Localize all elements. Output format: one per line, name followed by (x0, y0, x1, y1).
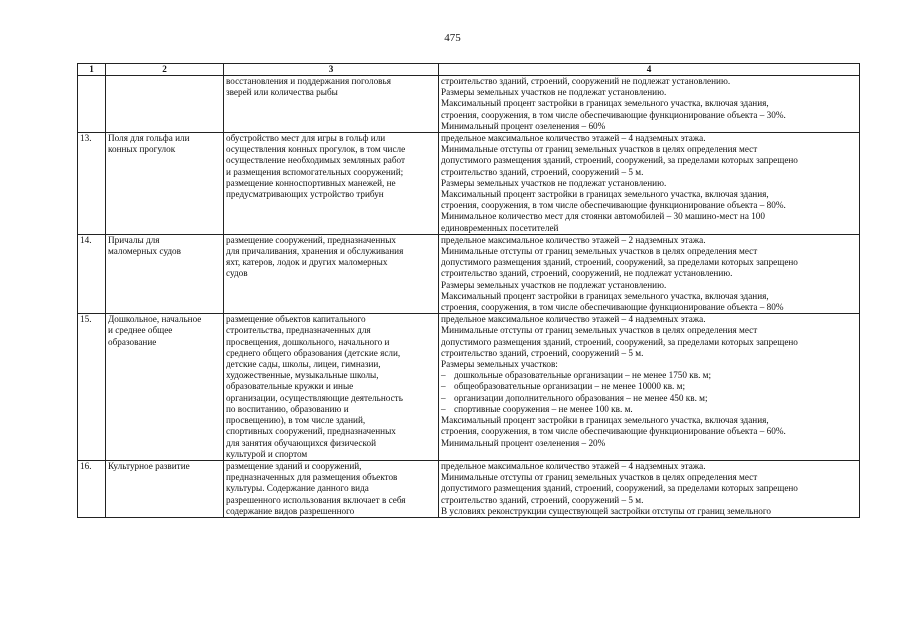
use-type-name-line: Дошкольное, начальное (108, 314, 202, 325)
use-description-line: по воспитанию, образованию и (226, 403, 349, 414)
bullet-marker: – (441, 392, 446, 403)
parameter-line: Максимальный процент застройки в границах земельного участка, включая здания, (441, 98, 769, 109)
use-type-name-cell (106, 234, 224, 313)
bullet-marker: – (441, 403, 446, 414)
use-description-line: зверей или количества рыбы (226, 87, 338, 98)
use-description-line: обустройство мест для игры в гольф или (226, 133, 386, 144)
use-description-line: просвещению), в том числе зданий, (226, 415, 366, 426)
use-description-line: для занятия обучающихся физической (226, 437, 377, 448)
use-type-name-line: конных прогулок (108, 144, 176, 155)
use-description-line: для причаливания, хранения и обслуживания (226, 246, 404, 257)
page-number: 475 (444, 32, 461, 44)
parameter-bullet-item (441, 381, 857, 392)
use-description-line: яхт, катеров, лодок и других маломерных (226, 257, 388, 268)
use-description-line: культуры. Содержание данного вида (226, 483, 369, 494)
use-type-name-cell (106, 76, 224, 133)
use-description-cell (224, 460, 439, 517)
row-number-cell (78, 234, 106, 313)
use-description-line: образовательные кружки и иные (226, 381, 354, 392)
use-type-name-line: Культурное развитие (108, 460, 190, 471)
row-number: 16. (80, 460, 92, 471)
bullet-text: организации дополнительного образования – не менее 450 кв. м; (454, 392, 708, 403)
parameter-line: строительство зданий, строений, сооружений – 5 м. (441, 166, 644, 177)
row-number-cell (78, 314, 106, 461)
parameter-line: предельное максимальное количество этажей – 2 надземных этажа. (441, 234, 706, 245)
use-type-name-line: образование (108, 336, 157, 347)
row-number: 14. (80, 234, 92, 245)
parameter-line: Минимальные отступы от границ земельных участков в целях определения мест (441, 325, 758, 336)
parameter-bullet-item (441, 370, 857, 381)
row-number-cell (78, 76, 106, 133)
use-description-line: предусматривающих устройство трибун (226, 189, 384, 200)
parameter-line: Размеры земельных участков: (441, 359, 558, 370)
column-number-3: 3 (224, 64, 439, 76)
table-row (78, 460, 860, 517)
row-number: 15. (80, 314, 92, 325)
parameter-line: допустимого размещения зданий, строений, сооружений, за пределами которых запрещено (441, 257, 798, 268)
use-type-name-cell (106, 314, 224, 461)
parameter-line: предельное максимальное количество этажей – 4 надземных этажа. (441, 133, 706, 144)
use-description-line: предназначенных для размещения объектов (226, 472, 398, 483)
use-description-line: размещение сооружений, предназначенных (226, 234, 396, 245)
use-description-line: судов (226, 268, 248, 279)
parameter-line: строительство зданий, строений, сооружений не подлежат установлению. (441, 76, 731, 86)
parameters-cell (439, 76, 860, 133)
use-description-line: размещение зданий и сооружений, (226, 460, 362, 471)
parameter-line: Размеры земельных участков не подлежат установлению. (441, 279, 667, 290)
use-type-name-line: маломерных судов (108, 246, 181, 257)
parameter-line: Максимальный процент застройки в границах земельного участка, включая здания, (441, 189, 769, 200)
parameter-line: строительство зданий, строений, сооружений – 5 м. (441, 347, 644, 358)
parameters-cell (439, 234, 860, 313)
bullet-text: общеобразовательные организации – не менее 10000 кв. м; (454, 381, 686, 392)
row-number-cell (78, 460, 106, 517)
parameters-cell (439, 133, 860, 235)
regulations-table (77, 63, 860, 518)
use-description-line: просвещения, дошкольного, начального и (226, 336, 390, 347)
use-description-line: осуществления конных прогулок, в том числе (226, 144, 406, 155)
use-description-cell (224, 234, 439, 313)
table-body (78, 76, 860, 518)
parameter-line: Размеры земельных участков не подлежат установлению. (441, 177, 667, 188)
parameter-line: строительство зданий, строений, сооружений – 5 м. (441, 494, 644, 505)
use-description-line: размещение объектов капитального (226, 314, 366, 325)
use-type-name-cell (106, 460, 224, 517)
parameter-line: единовременных посетителей (441, 222, 559, 233)
row-number: 13. (80, 133, 92, 144)
parameter-line: строения, сооружения, в том числе обеспечивающие функционирование объекта – 60%. (441, 426, 786, 437)
bullet-text: спортивные сооружения – не менее 100 кв. м. (454, 403, 633, 414)
use-description-line: размещение конноспортивных манежей, не (226, 177, 396, 188)
use-description-line: художественные, музыкальные школы, (226, 370, 379, 381)
parameter-line: Минимальное количество мест для стоянки автомобилей – 30 машино-мест на 100 (441, 211, 765, 222)
use-description-line: среднего общего образования (детские ясли, (226, 347, 401, 358)
bullet-marker: – (441, 370, 446, 381)
table-row (78, 234, 860, 313)
column-number-2: 2 (106, 64, 224, 76)
use-description-cell (224, 76, 439, 133)
parameter-line: Минимальные отступы от границ земельных участков в целях определения мест (441, 472, 758, 483)
parameter-line: допустимого размещения зданий, строений, сооружений, за пределами которых запрещено (441, 336, 798, 347)
parameter-line: Минимальный процент озеленения – 20% (441, 437, 606, 448)
use-description-line: детские сады, школы, лицеи, гимназии, (226, 359, 381, 370)
parameter-line: предельное максимальное количество этажей – 4 надземных этажа. (441, 460, 706, 471)
parameter-bullet-item (441, 393, 857, 404)
parameter-bullet-item (441, 404, 857, 415)
parameter-line: строительство зданий, строений, сооружений, не подлежат установлению. (441, 268, 733, 279)
parameter-line: строения, сооружения, в том числе обеспечивающие функционирование объекта – 80% (441, 302, 784, 313)
use-description-line: осуществление необходимых земляных работ (226, 155, 406, 166)
use-description-cell (224, 133, 439, 235)
parameter-line: допустимого размещения зданий, строений, сооружений, за пределами которых запрещено (441, 483, 798, 494)
use-description-line: организации, осуществляющие деятельность (226, 392, 403, 403)
use-description-line: содержание видов разрешенного (226, 505, 355, 516)
parameter-line: Минимальные отступы от границ земельных участков в целях определения мест (441, 246, 758, 257)
use-description-line: разрешенного использования включает в себя (226, 494, 406, 505)
table-row (78, 133, 860, 235)
parameter-line: Размеры земельных участков не подлежат установлению. (441, 87, 667, 98)
parameters-cell (439, 460, 860, 517)
use-type-name-line: Причалы для (108, 234, 160, 245)
bullet-marker: – (441, 381, 446, 392)
parameter-line: Минимальный процент озеленения – 60% (441, 120, 606, 131)
column-number-row (78, 64, 860, 76)
row-number-cell (78, 133, 106, 235)
parameter-line: строения, сооружения, в том числе обеспечивающие функционирование объекта – 30%. (441, 109, 786, 120)
parameter-line: Максимальный процент застройки в границах земельного участка, включая здания, (441, 290, 769, 301)
use-description-line: культурой и спортом (226, 448, 308, 459)
use-type-name-line: и среднее общее (108, 325, 173, 336)
use-description-line: строительства, предназначенных для (226, 325, 371, 336)
use-type-name-line: Поля для гольфа или (108, 133, 190, 144)
use-description-line: восстановления и поддержания поголовья (226, 76, 391, 86)
parameter-line: предельное максимальное количество этажей – 4 надземных этажа. (441, 314, 706, 325)
use-description-cell (224, 314, 439, 461)
parameter-line: допустимого размещения зданий, строений, сооружений, за пределами которых запрещено (441, 155, 798, 166)
use-type-name-cell (106, 133, 224, 235)
column-number-4: 4 (439, 64, 860, 76)
use-description-line: спортивных сооружений, предназначенных (226, 426, 396, 437)
parameter-line: Максимальный процент застройки в границах земельного участка, включая здания, (441, 415, 769, 426)
parameter-line: строения, сооружения, в том числе обеспечивающие функционирование объекта – 80%. (441, 200, 786, 211)
column-number-1: 1 (78, 64, 106, 76)
bullet-text: дошкольные образовательные организации – не менее 1750 кв. м; (454, 370, 712, 381)
table-row (78, 314, 860, 461)
use-description-line: и размещения вспомогательных сооружений; (226, 166, 404, 177)
parameters-cell (439, 314, 860, 461)
parameter-line: В условиях реконструкции существующей застройки отступы от границ земельного (441, 505, 772, 516)
table-row (78, 76, 860, 133)
parameter-line: Минимальные отступы от границ земельных участков в целях определения мест (441, 144, 758, 155)
